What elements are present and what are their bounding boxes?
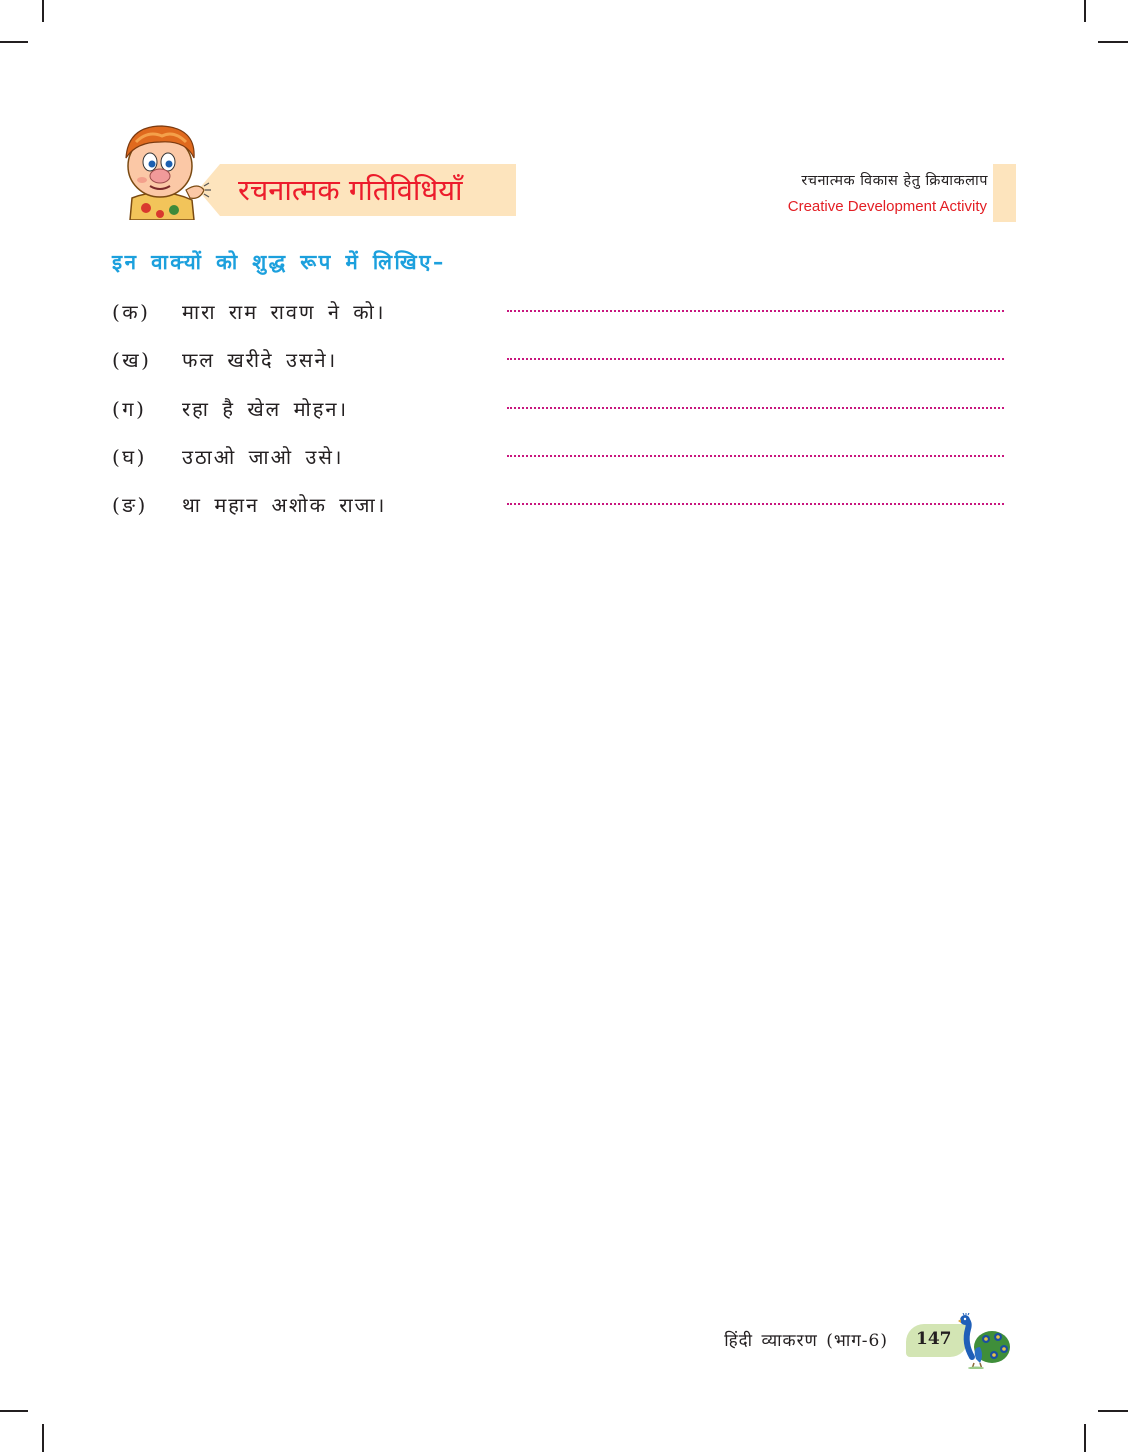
- crop-mark: [1098, 1410, 1128, 1412]
- answer-line[interactable]: [507, 455, 1004, 457]
- item-label: (ङ): [112, 493, 148, 517]
- exercise-item: [112, 395, 1007, 425]
- crop-mark: [0, 41, 28, 43]
- header-subtitle-english: Creative Development Activity: [787, 198, 987, 215]
- crop-mark: [42, 1424, 44, 1452]
- section-title: रचनात्मक गतिविधियाँ: [238, 172, 463, 207]
- item-label: (ग): [112, 397, 147, 421]
- crop-mark: [1084, 0, 1086, 22]
- exercise-item: [112, 443, 1007, 473]
- answer-line[interactable]: [507, 503, 1004, 505]
- header-subtitle-hindi: रचनात्मक विकास हेतु क्रियाकलाप: [801, 173, 988, 189]
- crop-mark: [1098, 41, 1128, 43]
- crop-mark: [42, 0, 44, 22]
- crop-mark: [1084, 1424, 1086, 1452]
- crop-mark: [0, 1410, 28, 1412]
- page-number: 147: [916, 1329, 952, 1349]
- exercise-item: [112, 346, 1007, 376]
- item-label: (घ): [112, 445, 147, 469]
- exercise-instruction: इन वाक्यों को शुद्ध रूप में लिखिए–: [112, 250, 446, 274]
- footer-book-title: हिंदी व्याकरण (भाग-6): [724, 1331, 888, 1351]
- boy-mascot-icon: [112, 120, 212, 220]
- item-sentence: था महान अशोक राजा।: [182, 493, 387, 517]
- item-label: (क): [112, 300, 151, 324]
- item-sentence: मारा राम रावण ने को।: [182, 300, 386, 324]
- item-sentence: उठाओ जाओ उसे।: [182, 445, 344, 469]
- exercise-item: [112, 298, 1007, 328]
- answer-line[interactable]: [507, 310, 1004, 312]
- side-tab: [993, 164, 1016, 222]
- item-label: (ख): [112, 348, 152, 372]
- peacock-icon: [950, 1313, 1012, 1369]
- answer-line[interactable]: [507, 358, 1004, 360]
- item-sentence: फल खरीदे उसने।: [182, 348, 338, 372]
- exercise-item: [112, 491, 1007, 521]
- item-sentence: रहा है खेल मोहन।: [182, 397, 349, 421]
- answer-line[interactable]: [507, 407, 1004, 409]
